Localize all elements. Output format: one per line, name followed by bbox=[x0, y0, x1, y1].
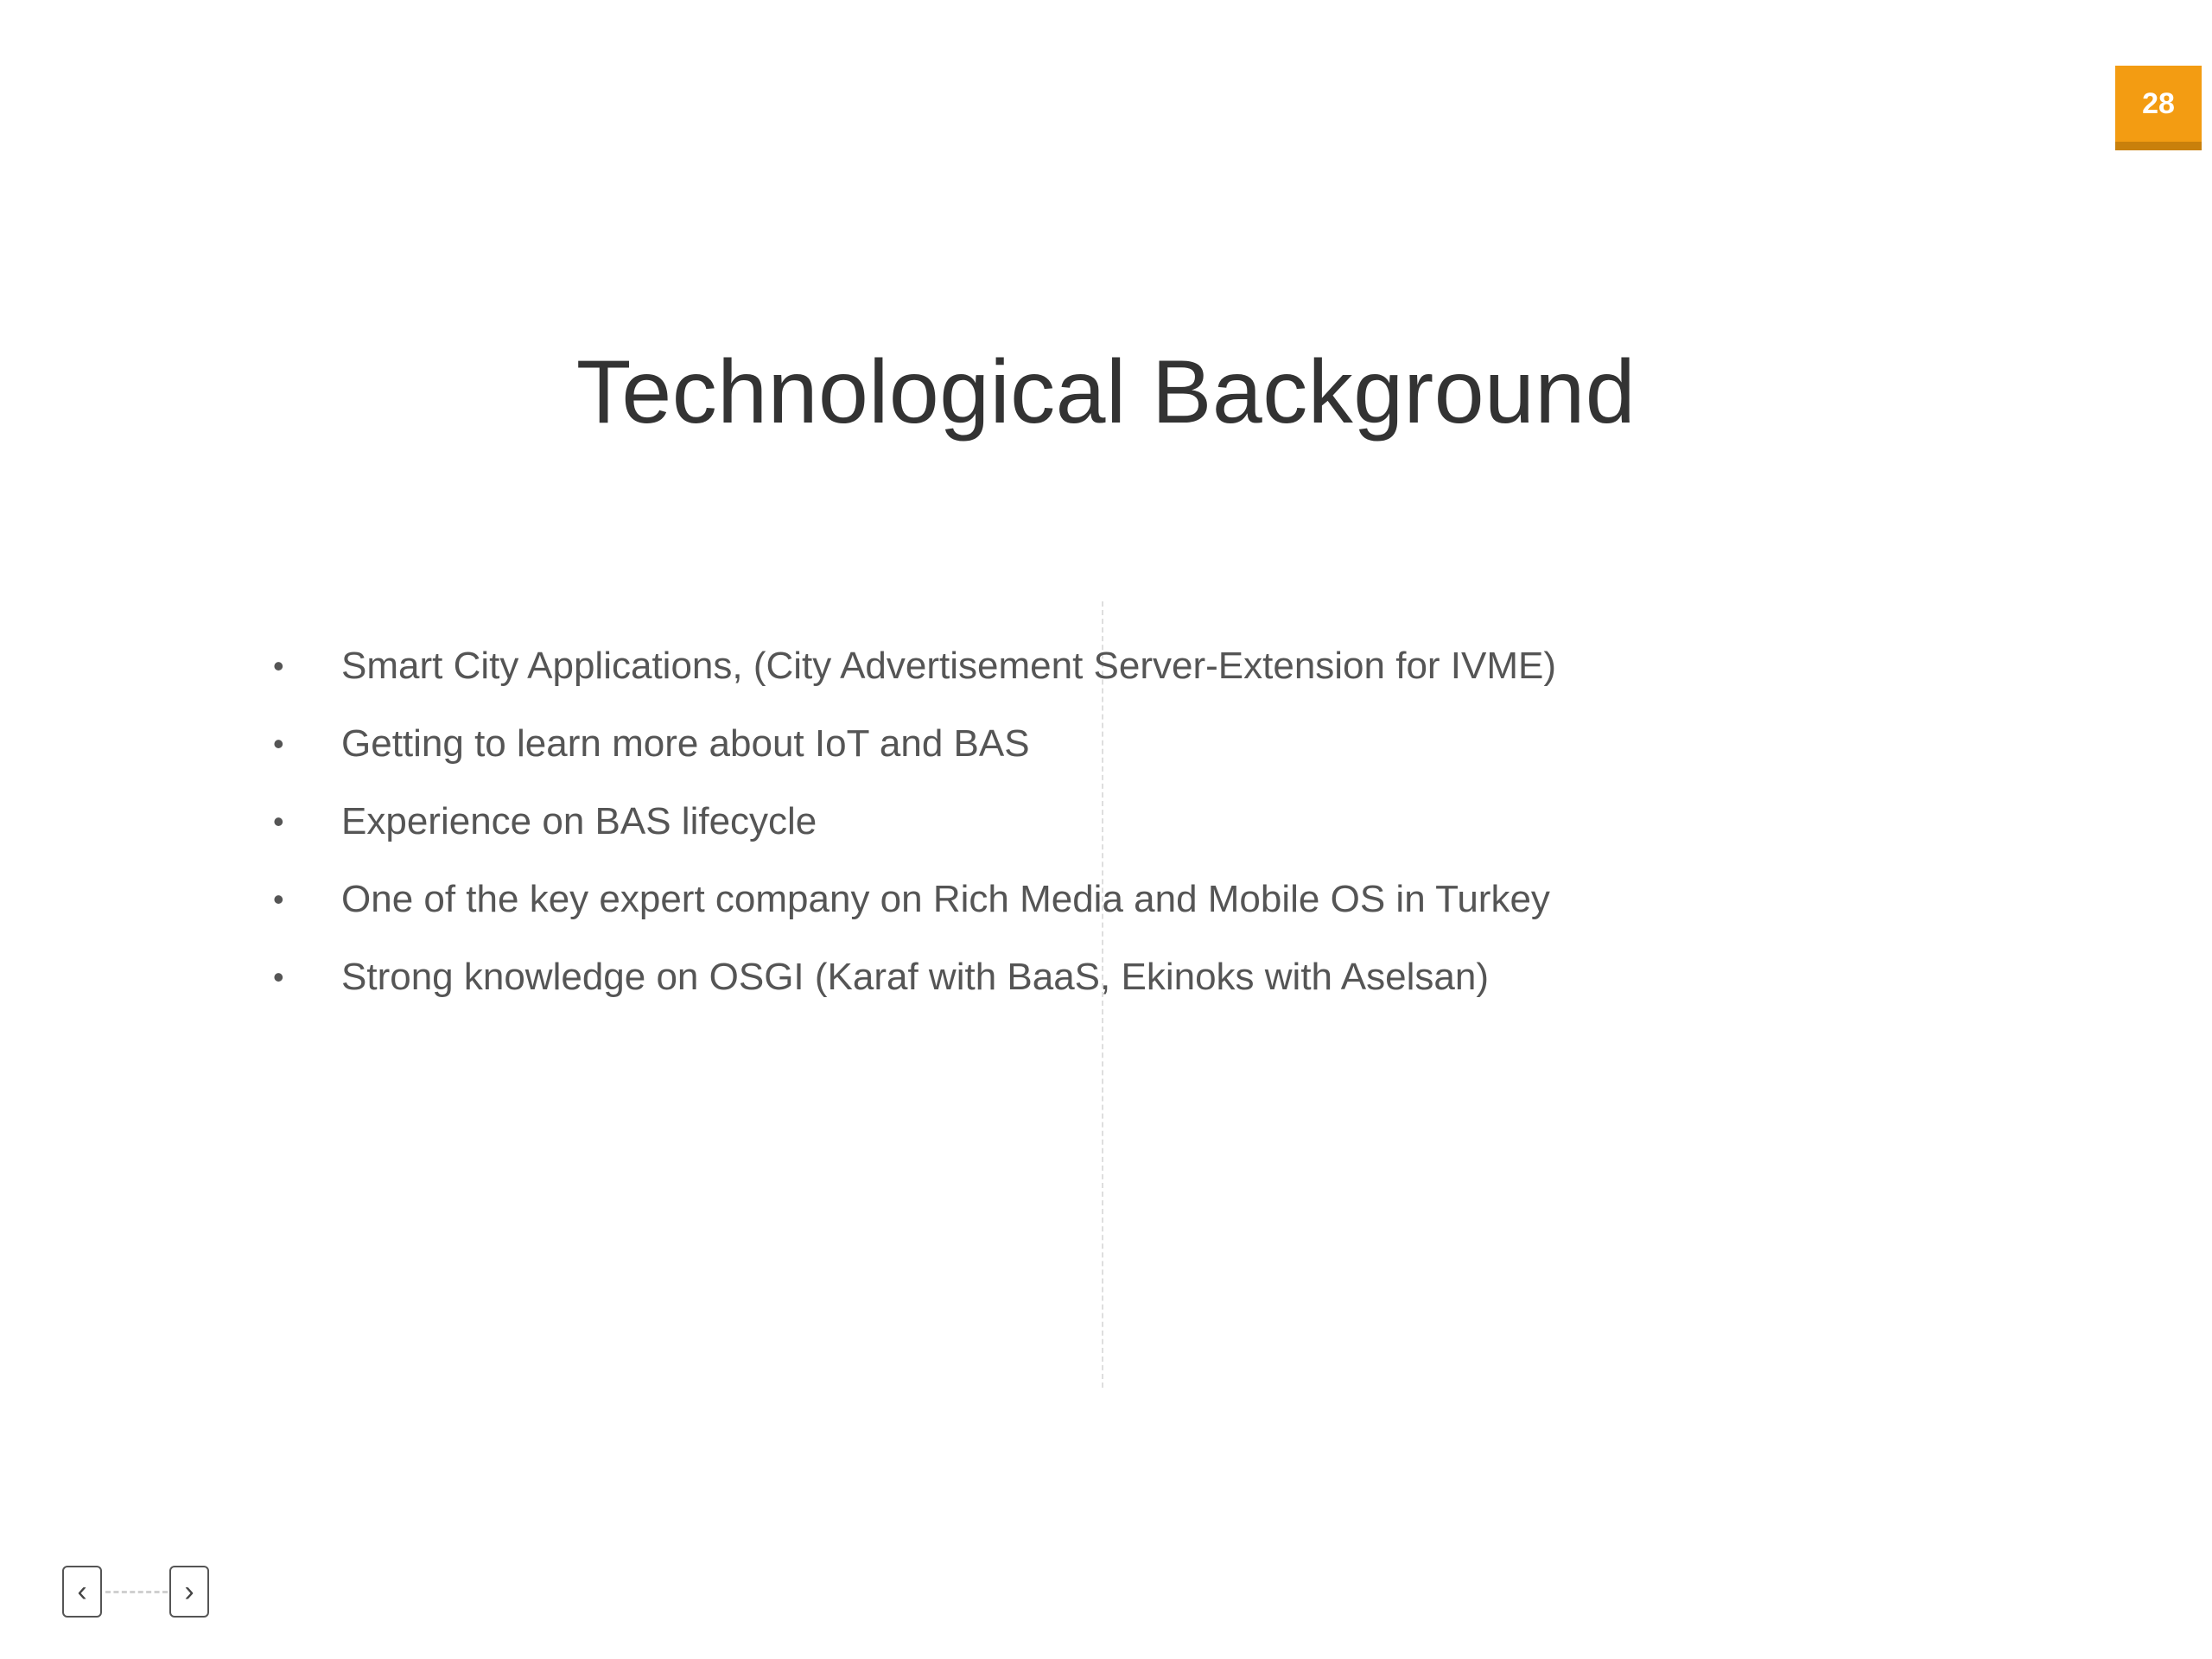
page-number: 28 bbox=[2142, 86, 2175, 120]
previous-slide-button[interactable] bbox=[62, 1566, 102, 1618]
nav-connector bbox=[105, 1591, 168, 1593]
slide-title: Technological Background bbox=[575, 342, 1637, 442]
bullet-item bbox=[268, 873, 1556, 950]
chevron-right-icon: › bbox=[184, 1574, 194, 1608]
bullet-item bbox=[268, 795, 1556, 873]
bullet-dot: • bbox=[273, 881, 284, 917]
bullet-dot: • bbox=[273, 804, 284, 839]
bullet-text: Experience on BAS lifecycle bbox=[341, 800, 817, 842]
chevron-left-icon: ‹ bbox=[77, 1574, 87, 1608]
bullet-item bbox=[268, 639, 1556, 717]
bullet-dot: • bbox=[273, 726, 284, 761]
slide-navigation bbox=[62, 1566, 214, 1621]
bullet-item bbox=[268, 717, 1556, 795]
bullet-list bbox=[268, 639, 1556, 1028]
bullet-item bbox=[268, 950, 1556, 1028]
bullet-dot: • bbox=[273, 959, 284, 995]
bullet-dot: • bbox=[273, 648, 284, 683]
bullet-text: One of the key expert company on Rich Media and Mobile OS in Turkey bbox=[341, 878, 1550, 920]
next-slide-button[interactable] bbox=[169, 1566, 209, 1618]
bullet-text: Smart City Applications, (City Advertisement Server-Extension for IVME) bbox=[341, 645, 1557, 687]
bullet-text: Strong knowledge on OSGI (Karaf with BaaS, Ekinoks with Aselsan) bbox=[341, 956, 1489, 998]
bullet-text: Getting to learn more about IoT and BAS bbox=[341, 722, 1030, 765]
page-number-badge bbox=[2115, 66, 2202, 150]
